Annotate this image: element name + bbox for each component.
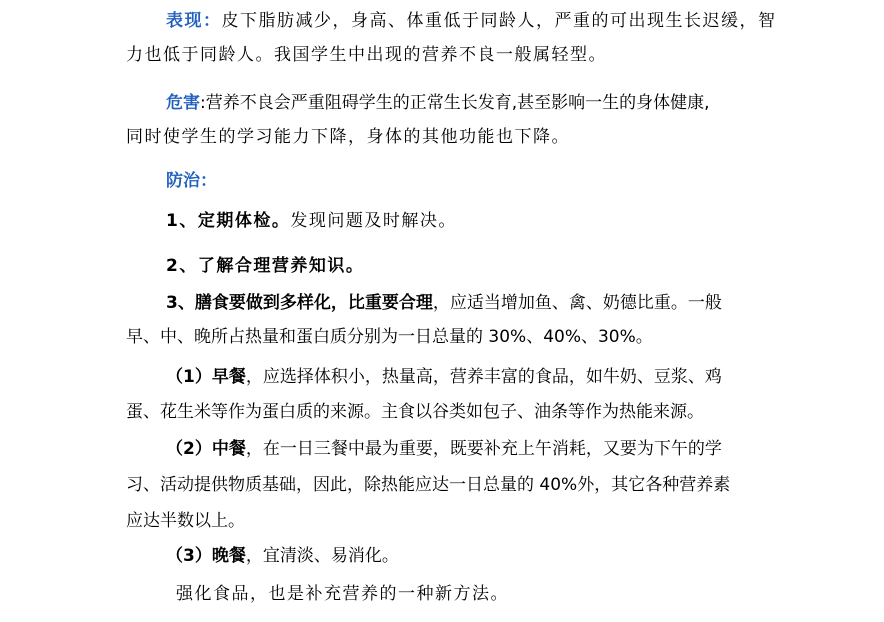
dinner-bold: （3）晚餐 — [166, 546, 246, 566]
prevention-label: 防治： — [166, 171, 217, 191]
symptoms-line-1 — [166, 10, 777, 32]
item-3-text: ，应适当增加鱼、禽、奶德比重。一般 — [432, 293, 722, 313]
lunch-text-3: 应达半数以上。 — [126, 511, 245, 531]
breakfast-text-2: 蛋、花生米等作为蛋白质的来源。主食以谷类如包子、油条等作为热能来源。 — [126, 402, 704, 422]
item-2-bold: 2、了解合理营养知识。 — [166, 256, 365, 276]
lunch-bold: （2）中餐 — [166, 439, 246, 459]
closing-text: 强化食品，也是补充营养的一种新方法。 — [176, 584, 509, 604]
lunch-line-2 — [126, 474, 730, 496]
lunch-line-3 — [126, 510, 245, 532]
symptoms-line-2 — [126, 44, 607, 66]
closing-line — [176, 583, 509, 605]
item-3-bold: 3、膳食要做到多样化，比重要合理 — [166, 293, 433, 313]
item-2 — [166, 255, 364, 277]
dinner-text: ，宜清淡、易消化。 — [245, 546, 399, 566]
item-3-line-2 — [126, 326, 653, 348]
symptoms-label: 表现： — [166, 11, 222, 31]
item-1-bold: 1、定期体检。 — [166, 211, 291, 231]
harm-line-1 — [166, 92, 710, 114]
harm-line-2 — [126, 126, 570, 148]
breakfast-bold: （1）早餐 — [166, 367, 246, 387]
symptoms-text-2: 力也低于同龄人。我国学生中出现的营养不良一般属轻型。 — [126, 45, 607, 65]
breakfast-text: ，应选择体积小，热量高，营养丰富的食品，如牛奶、豆浆、鸡 — [245, 367, 722, 387]
symptoms-text-1: 皮下脂肪减少，身高、体重低于同龄人，严重的可出现生长迟缓，智 — [221, 11, 777, 31]
lunch-text: ，在一日三餐中最为重要，既要补充上午消耗，又要为下午的学 — [245, 439, 722, 459]
breakfast-line-1 — [166, 366, 722, 388]
harm-label: 危害 — [166, 93, 200, 113]
lunch-line-1 — [166, 438, 722, 460]
dinner-line — [166, 545, 399, 567]
item-1-text: 发现问题及时解决。 — [290, 211, 457, 231]
breakfast-line-2 — [126, 401, 704, 423]
prevention-heading — [166, 170, 217, 192]
item-3-line-1 — [166, 292, 722, 314]
harm-text-1: :营养不良会严重阻碍学生的正常生长发育,甚至影响一生的身体健康, — [200, 93, 710, 113]
lunch-text-2: 习、活动提供物质基础，因此，除热能应达一日总量的 40%外，其它各种营养素 — [126, 475, 731, 495]
item-3-text-2: 早、中、晚所占热量和蛋白质分别为一日总量的 30%、40%、30%。 — [126, 327, 653, 347]
harm-text-2: 同时使学生的学习能力下降，身体的其他功能也下降。 — [126, 127, 570, 147]
item-1 — [166, 210, 457, 232]
